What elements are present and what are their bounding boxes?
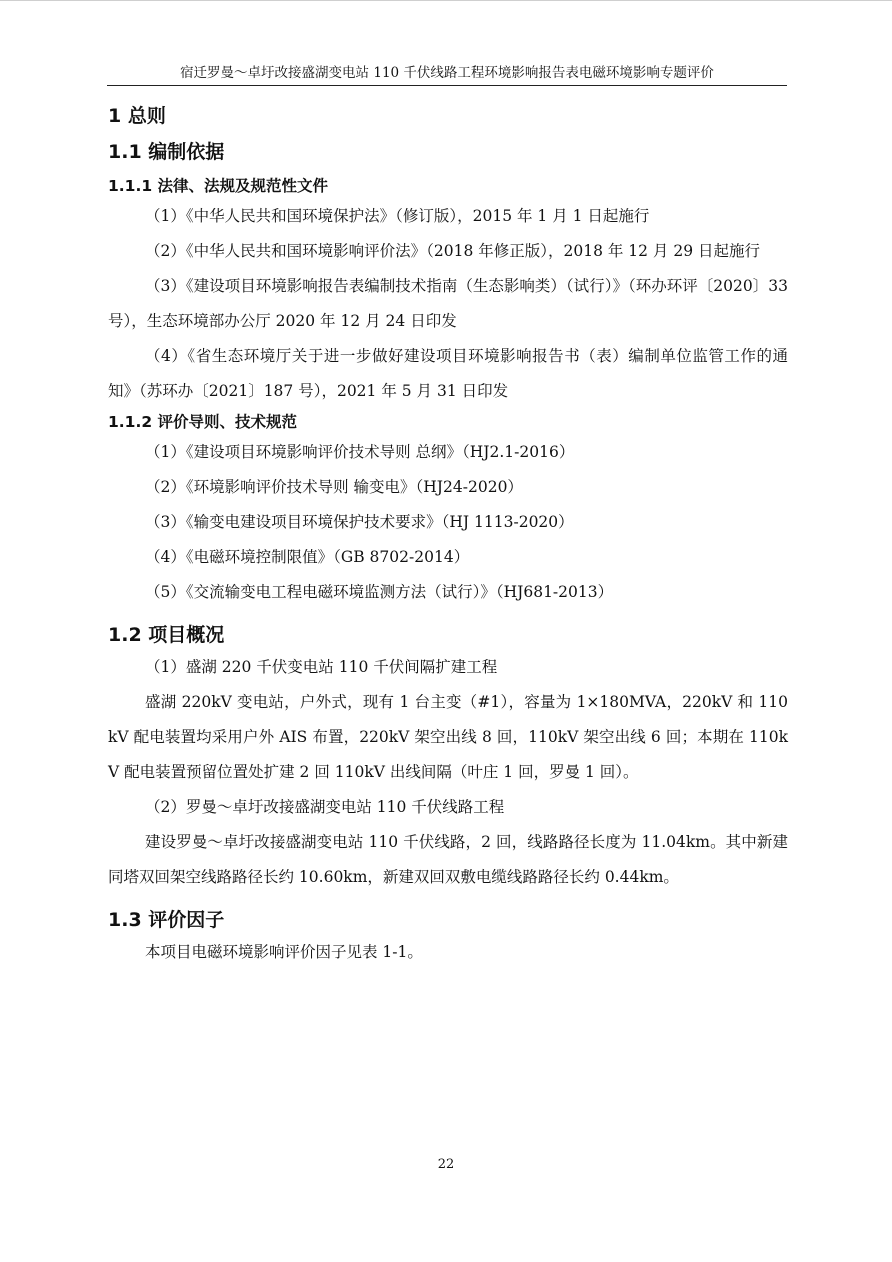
law-item-2: （2）《中华人民共和国环境影响评价法》（2018 年修正版），2018 年 12 月 29 日起施行 xyxy=(145,242,761,260)
standard-item-3: （3）《输变电建设项目环境保护技术要求》（HJ 1113-2020） xyxy=(145,513,574,531)
standard-item-1: （1）《建设项目环境影响评价技术导则 总纲》（HJ2.1-2016） xyxy=(145,443,575,461)
overview-item-2-body: 建设罗曼～卓圩改接盛湖变电站 110 千伏线路，2 回，线路路径长度为 11.04km。其中新建同塔双回架空线路路径长约 10.60km，新建双回双敷电缆线路路径长约 0.44km。 xyxy=(108,833,788,886)
factor-paragraph: 本项目电磁环境影响评价因子见表 1-1。 xyxy=(145,943,423,961)
section-heading-1-1-1: 1.1.1 法律、法规及规范性文件 xyxy=(108,177,329,195)
overview-item-2-title: （2）罗曼～卓圩改接盛湖变电站 110 千伏线路工程 xyxy=(145,798,505,816)
overview-item-1-title: （1）盛湖 220 千伏变电站 110 千伏间隔扩建工程 xyxy=(145,658,498,676)
section-heading-1-1: 1.1 编制依据 xyxy=(108,141,225,163)
overview-item-1-body: 盛湖 220kV 变电站，户外式，现有 1 台主变（#1），容量为 1×180MVA，220kV 和 110kV 配电装置均采用户外 AIS 布置，220kV 架空出线 8 回，110kV 架空出线 6 回；本期在 110kV 配电装置预留位置处扩建 2 回 110kV 出线间隔（叶庄 1 回，罗曼 1 回）。 xyxy=(108,693,788,781)
page-number: 22 xyxy=(437,1157,455,1172)
law-item-3: （3）《建设项目环境影响报告表编制技术指南（生态影响类）（试行）》（环办环评〔2020〕33 号），生态环境部办公厅 2020 年 12 月 24 日印发 xyxy=(108,277,788,330)
section-heading-1: 1 总则 xyxy=(108,105,166,127)
section-heading-1-1-2: 1.1.2 评价导则、技术规范 xyxy=(108,413,298,431)
page-content xyxy=(108,101,788,970)
running-header: 宿迁罗曼～卓圩改接盛湖变电站 110 千伏线路工程环境影响报告表电磁环境影响专题评价 xyxy=(107,63,787,86)
law-item-1: （1）《中华人民共和国环境保护法》（修订版），2015 年 1 月 1 日起施行 xyxy=(145,207,650,225)
standard-item-4: （4）《电磁环境控制限值》（GB 8702-2014） xyxy=(145,548,470,566)
law-item-4: （4）《省生态环境厅关于进一步做好建设项目环境影响报告书（表）编制单位监管工作的通知》（苏环办〔2021〕187 号），2021 年 5 月 31 日印发 xyxy=(108,347,788,400)
section-heading-1-2: 1.2 项目概况 xyxy=(108,624,225,646)
section-heading-1-3: 1.3 评价因子 xyxy=(108,909,225,931)
standard-item-2: （2）《环境影响评价技术导则 输变电》（HJ24-2020） xyxy=(145,478,523,496)
standard-item-5: （5）《交流输变电工程电磁环境监测方法（试行）》（HJ681-2013） xyxy=(145,583,614,601)
